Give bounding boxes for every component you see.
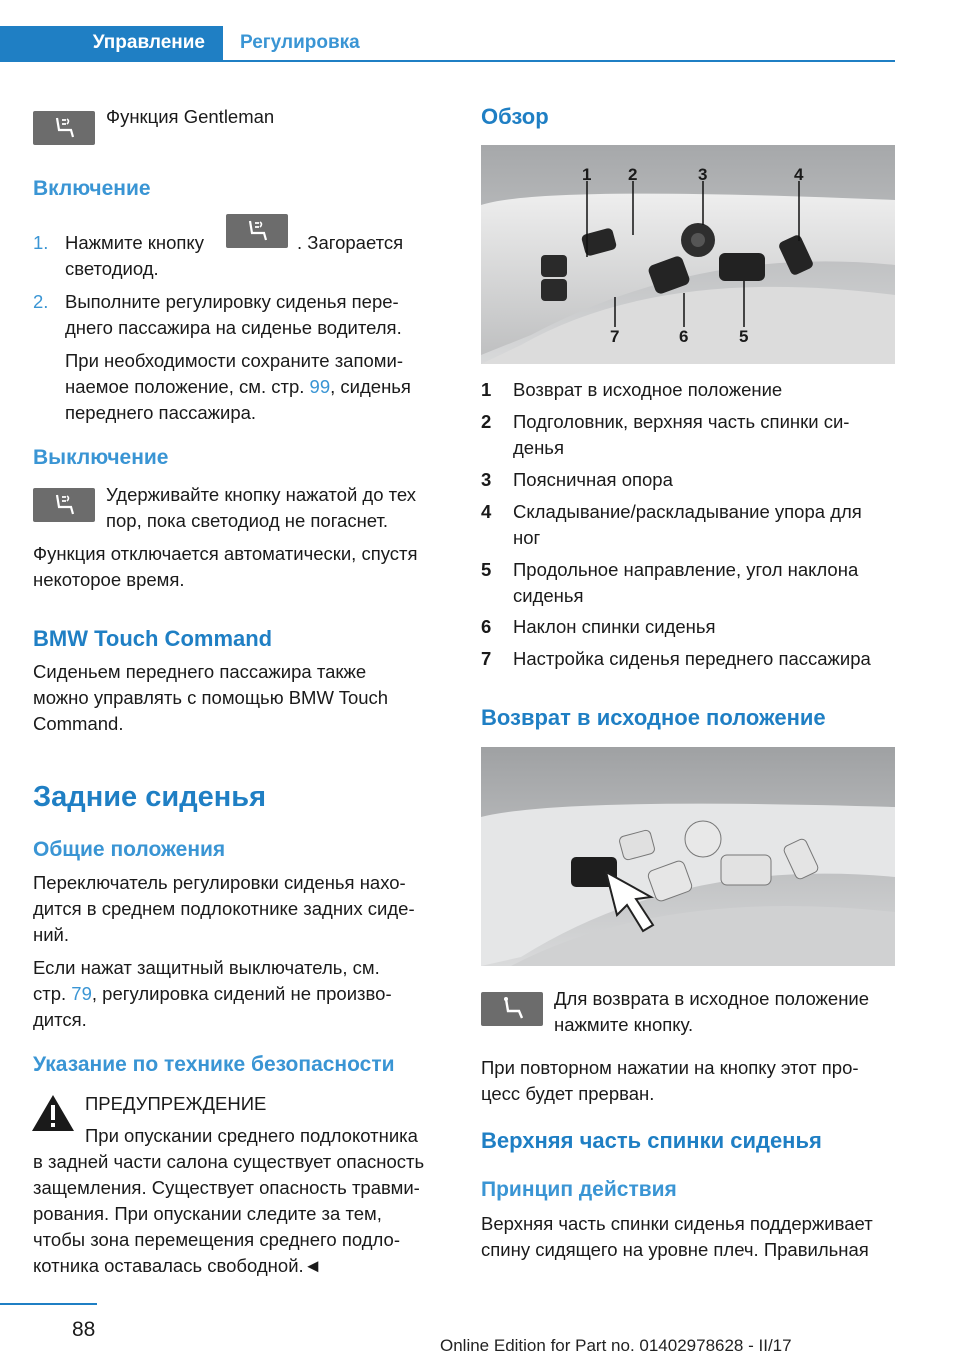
legend-num-7: 7	[481, 648, 492, 669]
principle-text2: спину сидящего на уровне плеч. Правильная	[481, 1239, 869, 1260]
legend-text-4b: ног	[513, 527, 541, 548]
reset-text1: Для возврата в исходное положение	[554, 988, 870, 1009]
touch-command-heading: BMW Touch Command	[33, 626, 273, 651]
step-1-text-line2: светодиод.	[65, 258, 159, 279]
disable-text2: пор, пока светодиод не погаснет.	[106, 510, 389, 531]
gentleman-off-icon	[33, 488, 95, 522]
warning-text5: чтобы зона перемещения среднего подло‐	[33, 1229, 400, 1250]
step-2-note3: переднего пассажира.	[65, 402, 257, 423]
tab-adjustment[interactable]: Регулировка	[240, 32, 360, 53]
legend-text-5a: Продольное направление, угол наклона	[513, 559, 859, 580]
warning-text2: в задней части салона существует опасность	[33, 1151, 425, 1172]
enable-heading: Включение	[33, 177, 151, 200]
gentleman-label: Функция Gentleman	[106, 106, 275, 127]
page-link-79[interactable]: 79	[71, 983, 92, 1004]
general-text6: дится.	[33, 1009, 87, 1030]
legend-num-4: 4	[481, 501, 492, 522]
photo-label-2: 2	[628, 165, 638, 184]
disable-text1: Удерживайте кнопку нажатой до тех	[106, 484, 417, 505]
legend-num-3: 3	[481, 469, 492, 490]
photo-label-1: 1	[582, 165, 592, 184]
reset-text2: нажмите кнопку.	[554, 1014, 694, 1035]
seat-reset-icon	[481, 992, 543, 1026]
step-1-text-cont: . Загорается	[297, 232, 404, 253]
seat-controls-photo	[481, 145, 895, 364]
legend-text-7: Настройка сиденья переднего пассажира	[513, 648, 871, 669]
repeat-text1: При повторном нажатии на кнопку этот про‐	[481, 1057, 859, 1078]
header-bar	[0, 26, 960, 62]
auto-off-text2: некоторое время.	[33, 569, 185, 590]
step-1-number: 1.	[33, 232, 49, 253]
general-heading: Общие положения	[33, 838, 226, 861]
upper-backrest-heading: Верхняя часть спинки сиденья	[481, 1128, 822, 1153]
reset-heading: Возврат в исходное положение	[481, 705, 826, 730]
photo-label-4: 4	[794, 165, 804, 184]
touch-text2: можно управлять с помощью BMW Touch	[33, 687, 389, 708]
disable-heading: Выключение	[33, 446, 169, 469]
general-text2: дится в среднем подлокотнике задних сиде‐	[33, 898, 415, 919]
reset-button-photo	[481, 747, 895, 966]
warning-text1: При опускании среднего подлокотника	[85, 1125, 418, 1146]
header-divider	[0, 60, 895, 62]
rear-seats-heading: Задние сиденья	[33, 781, 266, 813]
general-text3: ний.	[33, 924, 70, 945]
warning-text3: защемления. Существует опасность травми‐	[33, 1177, 420, 1198]
overview-heading: Обзор	[481, 104, 549, 129]
step-2-note1: При необходимости сохраните запоми‐	[65, 350, 403, 371]
warning-label: ПРЕДУПРЕЖДЕНИЕ	[85, 1093, 267, 1114]
legend-text-1: Возврат в исходное положение	[513, 379, 783, 400]
warning-text4: рования. При опускании следите за тем,	[33, 1203, 382, 1224]
legend-num-1: 1	[481, 379, 492, 400]
step-2-line2: днего пассажира на сиденье водителя.	[65, 317, 402, 338]
legend-text-6: Наклон спинки сиденья	[513, 616, 716, 637]
photo-label-7: 7	[610, 327, 620, 346]
page-number: 88	[72, 1318, 96, 1341]
gentleman-seat-icon	[33, 111, 95, 145]
principle-text1: Верхняя часть спинки сиденья поддерживает	[481, 1213, 873, 1234]
edition-note: Online Edition for Part no. 01402978628 - II/17	[440, 1336, 792, 1355]
gentleman-button-icon	[226, 214, 288, 248]
principle-heading: Принцип действия	[481, 1178, 677, 1201]
legend-text-5b: сиденья	[513, 585, 584, 606]
general-text5: стр. 79, регулировка сидений не произво‐	[33, 983, 392, 1004]
touch-text3: Command.	[33, 713, 124, 734]
photo-label-3: 3	[698, 165, 708, 184]
step-2-note2: наемое положение, см. стр. 99, сиденья	[65, 376, 411, 397]
legend-num-5: 5	[481, 559, 492, 580]
warning-icon	[31, 1094, 75, 1132]
legend-text-2a: Подголовник, верхняя часть спинки си‐	[513, 411, 850, 432]
step-2-number: 2.	[33, 291, 49, 312]
repeat-text2: цесс будет прерван.	[481, 1083, 655, 1104]
legend-num-6: 6	[481, 616, 492, 637]
photo-label-5: 5	[739, 327, 749, 346]
auto-off-text1: Функция отключается автоматически, спустя	[33, 543, 418, 564]
general-text1: Переключатель регулировки сиденья нахо‐	[33, 872, 406, 893]
legend-num-2: 2	[481, 411, 492, 432]
touch-text1: Сиденьем переднего пассажира также	[33, 661, 367, 682]
page-link-99[interactable]: 99	[309, 376, 331, 397]
legend-text-4a: Складывание/раскладывание упора для	[513, 501, 862, 522]
warning-text6: котника оставалась свободной.◄	[33, 1255, 322, 1276]
step-2-line1: Выполните регулировку сиденья пере‐	[65, 291, 399, 312]
general-text4: Если нажат защитный выключатель, см.	[33, 957, 380, 978]
footer-divider	[0, 1303, 97, 1305]
legend-text-3: Поясничная опора	[513, 469, 673, 490]
photo-label-6: 6	[679, 327, 689, 346]
legend-text-2b: денья	[513, 437, 564, 458]
tab-control[interactable]: Управление	[0, 26, 223, 60]
step-1-text: Нажмите кнопку	[65, 232, 204, 253]
safety-heading: Указание по технике безопасности	[33, 1053, 395, 1076]
